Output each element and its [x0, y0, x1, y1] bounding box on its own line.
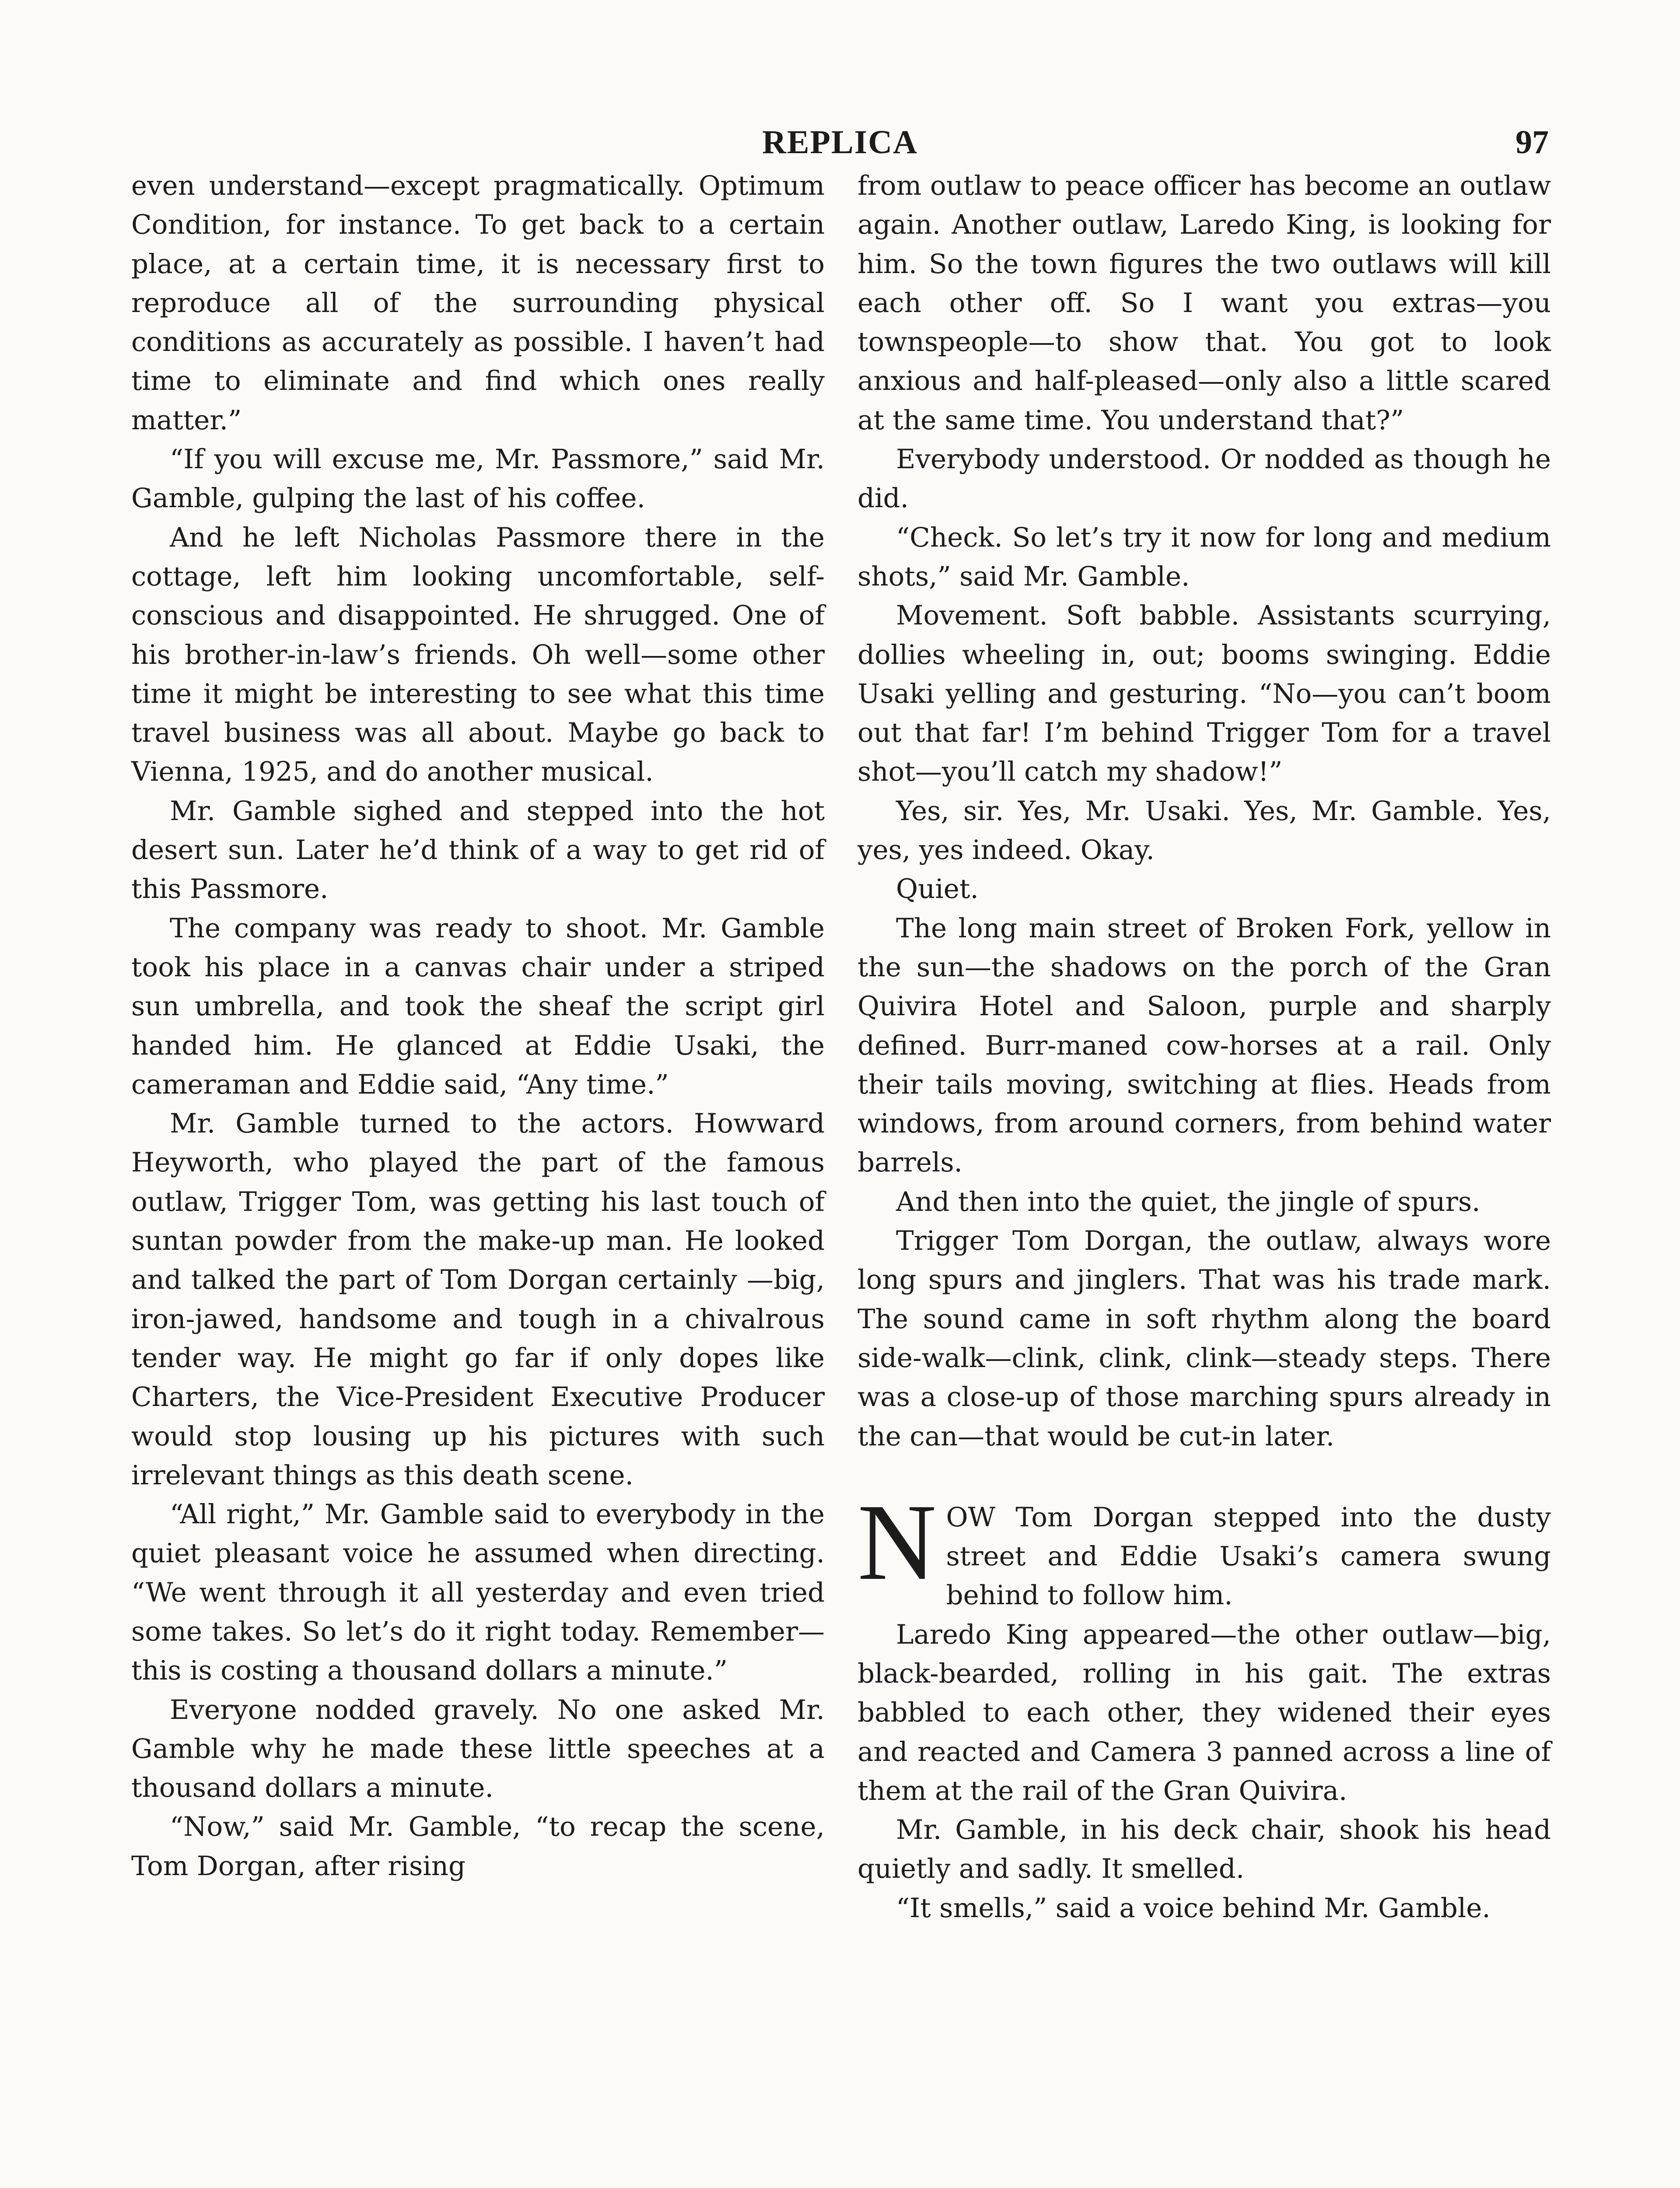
drop-cap: N — [858, 1481, 937, 1603]
paragraph: The long main street of Broken Fork, yellow in the sun—the shadows on the porch of the Gran Quivira Hotel and Saloon, purple and sharply defined. Burr-maned cow-horses at a rail. Only their tails moving, switching at flies. Heads from windows, from around corners, from behind water barrels. — [858, 912, 1551, 1178]
paragraph: And then into the quiet, the jingle of spurs. — [896, 1186, 1480, 1217]
paragraph: Everyone nodded gravely. No one asked Mr. Gamble why he made these little speeches at a thousand dollars a minute. — [131, 1694, 825, 1804]
paragraph: Mr. Gamble turned to the actors. Howward Heyworth, who played the part of the famous outlaw, Trigger Tom, was getting his last touch of suntan powder from the make-up man. He looked and talked the part of Tom Dorgan certainly —big, iron-jawed, handsome and tough in a chivalrous tender way. He might go far if only dopes like Charters, the Vice-President Executive Producer would stop lousing up his pictures with such irrelevant things as this death scene. — [131, 1108, 825, 1491]
running-head — [131, 118, 1549, 166]
paragraph: Laredo King appeared—the other outlaw—big, black-bearded, rolling in his gait. The extras babbled to each other, they widened their eyes and reacted and Camera 3 panned across a line of them at the rail of the Gran Quivira. — [858, 1619, 1551, 1806]
lead-text: OW Tom Dorgan stepped into the dusty street and Eddie Usaki’s camera swung behind to follow him. — [946, 1501, 1551, 1611]
paragraph: from outlaw to peace officer has become an outlaw again. Another outlaw, Laredo King, is looking for him. So the town figures the two outlaws will kill each other off. So I want you extras—you townspeople—to show that. You got to look anxious and half-pleased—only also a little scared at the same time. You understand that?” — [858, 170, 1551, 436]
paragraph: Trigger Tom Dorgan, the outlaw, always wore long spurs and jinglers. That was his trade mark. The sound came in soft rhythm along the board side-walk—clink, clink, clink—steady steps. There was a close-up of those marching spurs already in the can—that would be cut-in later. — [858, 1225, 1551, 1452]
right-column — [858, 166, 1551, 2188]
paragraph: “If you will excuse me, Mr. Passmore,” said Mr. Gamble, gulping the last of his coffee. — [131, 444, 825, 514]
paragraph: The company was ready to shoot. Mr. Gamble took his place in a canvas chair under a striped sun umbrella, and took the sheaf the script girl handed him. He glanced at Eddie Usaki, the cameraman and Eddie said, “Any time.” — [131, 912, 825, 1100]
paragraph: Yes, sir. Yes, Mr. Usaki. Yes, Mr. Gamble. Yes, yes, yes indeed. Okay. — [858, 795, 1551, 866]
paragraph: “Check. So let’s try it now for long and medium shots,” said Mr. Gamble. — [858, 522, 1551, 592]
paragraph: Mr. Gamble, in his deck chair, shook his head quietly and sadly. It smelled. — [858, 1814, 1551, 1885]
paragraph: Quiet. — [896, 873, 979, 905]
page-number: 97 — [1516, 124, 1549, 161]
section-lead-paragraph — [858, 1481, 1551, 1615]
paragraph: “All right,” Mr. Gamble said to everybody in the quiet pleasant voice he assumed when directing. “We went through it all yesterday and even tried some takes. So let’s do it right today. Remember—this is costing a thousand dollars a minute.” — [131, 1499, 825, 1687]
paragraph: even understand—except pragmatically. Optimum Condition, for instance. To get back to a certain place, at a certain time, it is necessary first to reproduce all of the surrounding physical conditions as accurately as possible. I haven’t had time to eliminate and find which ones really matter.” — [131, 170, 825, 436]
running-title: REPLICA — [762, 124, 918, 161]
paragraph: And he left Nicholas Passmore there in the cottage, left him looking uncomfortable, self-conscious and disappointed. He shrugged. One of his brother-in-law’s friends. Oh well—some other time it might be interesting to see what this time travel business was all about. Maybe go back to Vienna, 1925, and do another musical. — [131, 522, 825, 788]
paragraph: Everybody understood. Or nodded as though he did. — [858, 444, 1551, 514]
paragraph: Mr. Gamble sighed and stepped into the hot desert sun. Later he’d think of a way to get rid of this Passmore. — [131, 795, 825, 905]
paragraph: Movement. Soft babble. Assistants scurrying, dollies wheeling in, out; booms swinging. Eddie Usaki yelling and gesturing. “No—you can’t boom out that far! I’m behind Trigger Tom for a travel shot—you’ll catch my shadow!” — [858, 600, 1551, 788]
paragraph: “Now,” said Mr. Gamble, “to recap the scene, Tom Dorgan, after rising — [131, 1811, 825, 1882]
paragraph: “It smells,” said a voice behind Mr. Gamble. — [896, 1892, 1491, 1924]
left-column — [131, 166, 825, 2188]
